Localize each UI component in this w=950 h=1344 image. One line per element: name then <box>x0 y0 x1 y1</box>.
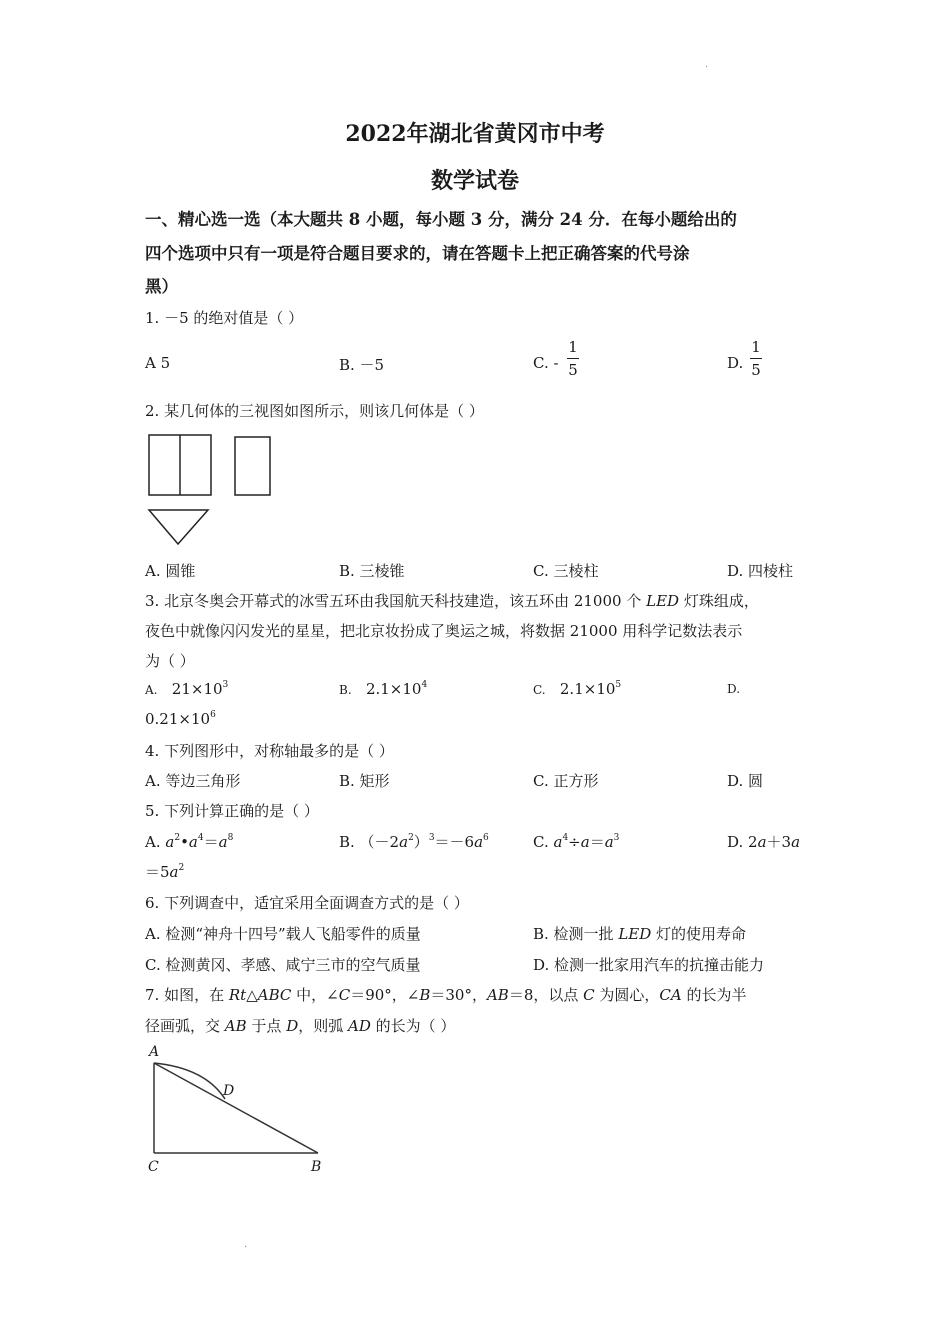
q7-label-c: C <box>148 1159 159 1175</box>
q2-option-c: C. 三棱柱 <box>533 562 599 580</box>
q3-a-exp: 3 <box>222 680 229 690</box>
q7-line2: 径画弧，交 AB 于点 D，则弧 AD 的长为（ ） <box>145 1017 456 1035</box>
q5-a-label: A. <box>145 833 166 851</box>
q3-d-exp: 6 <box>210 710 216 720</box>
q5-option-a: A. $a^2•a^4=a^8$ <box>145 833 234 851</box>
exam-subtitle: 数学试卷 <box>430 168 519 194</box>
q4-stem: 4. 下列图形中，对称轴最多的是（ ） <box>145 742 394 760</box>
q6-b-post: 灯的使用寿命 <box>651 925 747 943</box>
q1-d-denominator: 5 <box>751 361 761 379</box>
q4-option-b: B. 矩形 <box>339 772 390 790</box>
q3-c-exp: 5 <box>615 680 622 690</box>
q1-option-c-prefix: C. - <box>533 354 559 372</box>
q6-option-a: A. 检测“神舟十四号”载人飞船零件的质量 <box>145 925 421 943</box>
q3-b-label: B. <box>339 683 352 697</box>
q2-stem: 2. 某几何体的三视图如图所示，则该几何体是（ ） <box>145 402 484 420</box>
q3-line1-led: LED <box>646 592 680 610</box>
q6-option-c: C. 检测黄冈、孝感、咸宁三市的空气质量 <box>145 956 421 974</box>
q1-d-numerator: 1 <box>751 338 761 356</box>
q6-option-d: D. 检测一批家用汽车的抗撞击能力 <box>533 956 765 974</box>
q3-b-base: 2.1×10 <box>365 680 422 698</box>
bottom-dot: · <box>244 1242 248 1253</box>
exam-title: 2022年湖北省黄冈市中考 <box>345 121 605 147</box>
q7-label-b: B <box>311 1159 322 1175</box>
q5-option-b: B. $(-2a^2)^3=-6a^6$ <box>339 833 489 851</box>
q2-option-d: D. 四棱柱 <box>727 562 794 580</box>
section-heading-line2: 四个选项中只有一项是符合题目要求的，请在答题卡上把正确答案的代号涂 <box>145 244 690 263</box>
q3-a-base: 21×10 <box>171 680 223 698</box>
q5-c-label: C. <box>533 833 554 851</box>
q7-line1: 7. 如图，在 Rt△ABC 中，∠C＝90°，∠B＝30°，AB＝8，以点 C 为圆心，CA 的长为半 <box>145 986 747 1004</box>
q5-option-d: D. 2a＋3a <box>727 833 801 851</box>
q7-label-a: A <box>149 1044 160 1060</box>
top-dot: · <box>705 62 709 73</box>
q4-option-c: C. 正方形 <box>533 772 599 790</box>
q3-d-base: 0.21×10 <box>145 710 211 728</box>
section-heading-line1: 一、精心选一选（本大题共 8 小题，每小题 3 分，满分 24 分．在每小题给出的 <box>145 210 737 229</box>
q5-d-line2: ＝5 <box>145 863 170 881</box>
q5-stem: 5. 下列计算正确的是（ ） <box>145 802 319 820</box>
q1-option-b: B. －5 <box>339 356 385 374</box>
q3-a-label: A. <box>145 683 158 697</box>
q7-label-d: D <box>223 1083 235 1099</box>
q2-option-a: A. 圆锥 <box>145 562 196 580</box>
q6-b-led: LED <box>618 925 652 943</box>
q1-c-denominator: 5 <box>568 361 578 379</box>
q3-line1-pre: 3. 北京冬奥会开幕式的冰雪五环由我国航天科技建造，该五环由 21000 个 <box>145 592 647 610</box>
q5-d-label: D. 2 <box>727 833 758 851</box>
q1-option-a: A 5 <box>145 354 171 372</box>
q1-stem: 1. －5 的绝对值是（ ） <box>145 309 304 327</box>
q1-option-d-prefix: D. <box>727 354 744 372</box>
q5-option-c: C. $a^4\div a=a^3$ <box>533 833 620 851</box>
q7-side-ab <box>154 1063 318 1153</box>
q6-b-pre: B. 检测一批 <box>533 925 619 943</box>
q3-b-exp: 4 <box>421 680 428 690</box>
q6-stem: 6. 下列调查中，适宜采用全面调查方式的是（ ） <box>145 894 469 912</box>
q3-c-label: C. <box>533 683 546 697</box>
q5-b-label: B. （－2 <box>339 833 400 851</box>
q3-line2: 夜色中就像闪闪发光的星星，把北京妆扮成了奥运之城，将数据 21000 用科学记数法表示 <box>145 622 743 640</box>
q1-c-numerator: 1 <box>568 338 578 356</box>
section-heading-line3: 黑） <box>145 277 178 296</box>
q3-c-base: 2.1×10 <box>559 680 616 698</box>
q3-line3: 为（ ） <box>145 652 195 670</box>
q3-option-d-label: D. <box>727 682 741 696</box>
q2-option-b: B. 三棱锥 <box>339 562 405 580</box>
q3-line1-post: 灯珠组成， <box>679 592 759 610</box>
q5-option-d-cont: $=5a^2$ <box>145 863 185 881</box>
q4-option-d: D. 圆 <box>727 772 764 790</box>
q4-option-a: A. 等边三角形 <box>145 772 241 790</box>
